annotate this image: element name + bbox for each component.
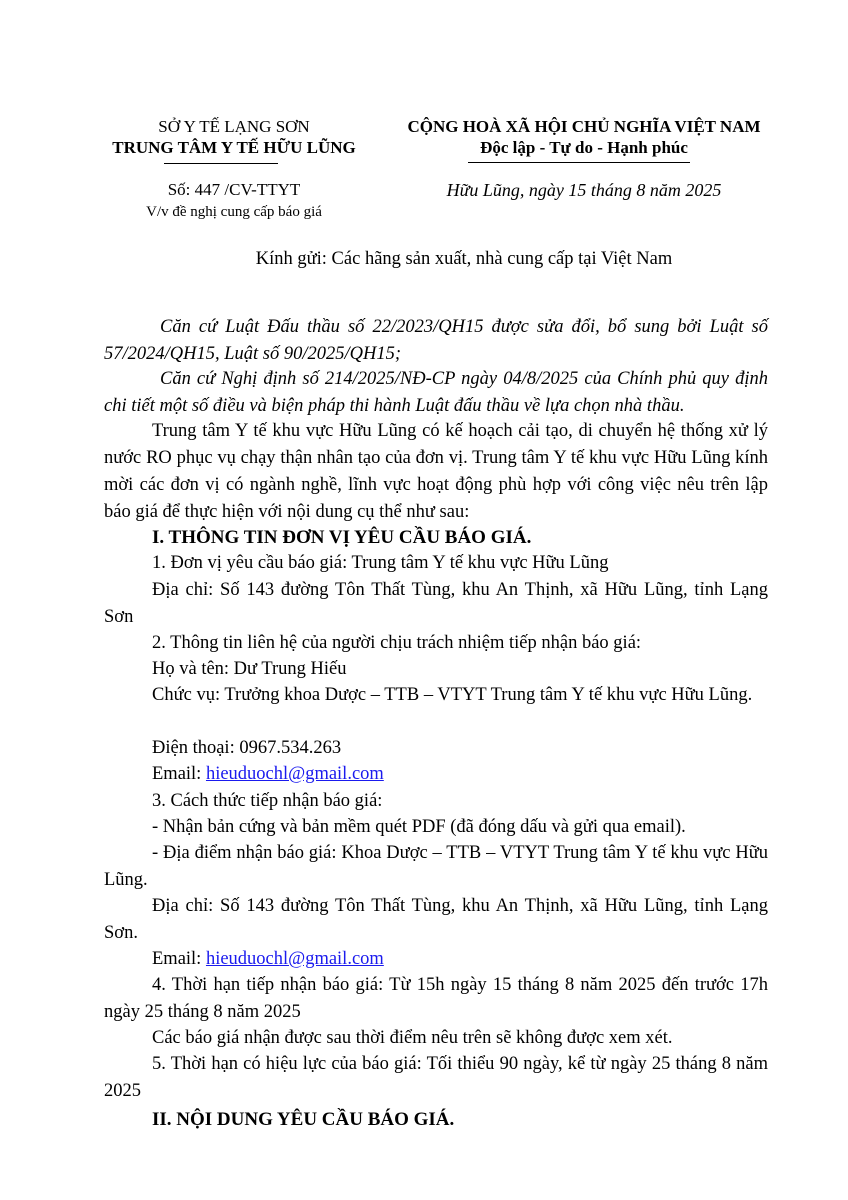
agency-parent: SỞ Y TẾ LẠNG SƠN bbox=[158, 117, 310, 136]
receive-method: - Nhận bản cứng và bản mềm quét PDF (đã đóng dấu và gửi qua email). bbox=[152, 817, 686, 837]
email-link[interactable]: hieuduochl@gmail.com bbox=[205, 764, 384, 784]
requester-address: Địa chỉ: Số 143 đường Tôn Thất Tùng, khu An Thịnh, xã Hữu Lũng, tỉnh Lạng Sơn bbox=[104, 580, 768, 627]
document-subject: V/v đề nghị cung cấp báo giá bbox=[146, 204, 322, 220]
national-motto: Độc lập - Tự do - Hạnh phúc bbox=[480, 138, 688, 157]
legal-basis-2: Căn cứ Nghị định số 214/2025/NĐ-CP ngày 04/8/2025 của Chính phủ quy định chi tiết một số điều và biện pháp thi hành Luật đấu thầu về lựa chọn nhà thầu. bbox=[104, 369, 768, 416]
national-title: CỘNG HOÀ XÃ HỘI CHỦ NGHĨA VIỆT NAM bbox=[407, 117, 761, 136]
intro-paragraph: Trung tâm Y tế khu vực Hữu Lũng có kế hoạch cải tạo, di chuyển hệ thống xử lý nước RO phục vụ chạy thận nhân tạo của đơn vị. Trung tâm Y tế khu vực Hữu Lũng kính mời các đơn vị có ngành nghề, lĩnh vực hoạt động phù hợp với công việc nêu trên lập báo giá để thực hiện với nội dung cụ thể như sau: bbox=[104, 421, 768, 522]
document-number: Số: 447 /CV-TTYT bbox=[167, 180, 301, 199]
section-2-title: II. NỘI DUNG YÊU CẦU BÁO GIÁ. bbox=[152, 1109, 455, 1130]
email-link-2[interactable]: hieuduochl@gmail.com bbox=[205, 949, 384, 969]
motto-underline bbox=[468, 162, 690, 163]
receive-place: - Địa điểm nhận báo giá: Khoa Dược – TTB – VTYT Trung tâm Y tế khu vực Hữu Lũng. bbox=[104, 843, 768, 890]
contact-name: Họ và tên: Dư Trung Hiếu bbox=[152, 659, 347, 679]
contact-info-heading: 2. Thông tin liên hệ của người chịu trách nhiệm tiếp nhận báo giá: bbox=[152, 633, 642, 653]
contact-email-line bbox=[104, 761, 816, 788]
email-label: Email: bbox=[152, 764, 206, 784]
legal-basis-1: Căn cứ Luật Đấu thầu số 22/2023/QH15 được sửa đổi, bổ sung bởi Luật số 57/2024/QH15, Luật số 90/2025/QH15; bbox=[104, 317, 768, 364]
section-1-title: I. THÔNG TIN ĐƠN VỊ YÊU CẦU BÁO GIÁ. bbox=[152, 527, 532, 548]
contact-position: Chức vụ: Trưởng khoa Dược – TTB – VTYT Trung tâm Y tế khu vực Hữu Lũng. bbox=[152, 685, 753, 705]
receive-address: Địa chỉ: Số 143 đường Tôn Thất Tùng, khu An Thịnh, xã Hữu Lũng, tỉnh Lạng Sơn. bbox=[104, 896, 768, 943]
late-note: Các báo giá nhận được sau thời điểm nêu trên sẽ không được xem xét. bbox=[152, 1028, 673, 1048]
deadline: 4. Thời hạn tiếp nhận báo giá: Từ 15h ngày 15 tháng 8 năm 2025 đến trước 17h ngày 25 tháng 8 năm 2025 bbox=[104, 975, 768, 1022]
document-date: Hữu Lũng, ngày 15 tháng 8 năm 2025 bbox=[446, 180, 722, 200]
email-label-2: Email: bbox=[152, 949, 206, 969]
agency-name: TRUNG TÂM Y TẾ HỮU LŨNG bbox=[112, 138, 356, 157]
agency-underline bbox=[164, 163, 278, 164]
receive-email-line bbox=[104, 946, 816, 973]
receive-method-heading: 3. Cách thức tiếp nhận báo giá: bbox=[152, 791, 383, 811]
contact-phone: Điện thoại: 0967.534.263 bbox=[152, 738, 342, 758]
recipient: Kính gửi: Các hãng sản xuất, nhà cung cấp tại Việt Nam bbox=[255, 249, 673, 269]
validity-period: 5. Thời hạn có hiệu lực của báo giá: Tối thiểu 90 ngày, kể từ ngày 25 tháng 8 năm 2025 bbox=[104, 1054, 768, 1101]
requester-unit: 1. Đơn vị yêu cầu báo giá: Trung tâm Y tế khu vực Hữu Lũng bbox=[152, 553, 609, 573]
